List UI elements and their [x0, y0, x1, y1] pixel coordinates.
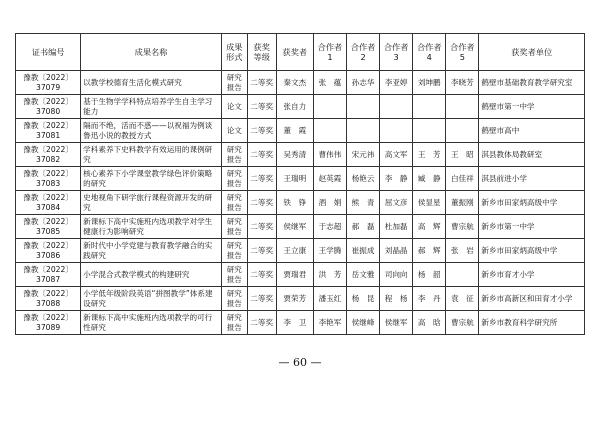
coauthor-4-cell [413, 119, 446, 143]
form-cell: 研究报告 [221, 311, 247, 335]
title-cell: 新课标下高中实施班内选项教学对学生健康行为影响研究 [81, 215, 222, 239]
grade-cell: 二等奖 [247, 191, 276, 215]
title-cell: 基于生物学学科特点培养学生自主学习能力 [81, 95, 222, 119]
coauthor-4-cell [413, 95, 446, 119]
coauthor-4-cell: 臧 静 [413, 167, 446, 191]
unit-cell: 淇县教体局教研室 [479, 143, 585, 167]
coauthor-5-cell: 董振刚 [446, 191, 479, 215]
coauthor-4-cell: 侯显星 [413, 191, 446, 215]
unit-cell: 鹤壁市基础教育教学研究室 [479, 71, 585, 95]
coauthor-3-cell [380, 119, 413, 143]
winner-cell: 贾瑞君 [276, 263, 313, 287]
cert-no-cell: 豫教〔2022〕37079 [16, 71, 81, 95]
page-number: — 60 — [278, 356, 322, 369]
col-header-title: 成果名称 [81, 34, 222, 71]
table-row [16, 143, 585, 167]
winner-cell: 张自力 [276, 95, 313, 119]
cert-no-cell: 豫教〔2022〕37083 [16, 167, 81, 191]
grade-cell: 二等奖 [247, 263, 276, 287]
table-body [16, 71, 585, 335]
coauthor-2-cell: 郝 磊 [347, 215, 380, 239]
coauthor-3-cell: 李 静 [380, 167, 413, 191]
form-cell: 研究报告 [221, 263, 247, 287]
coauthor-2-cell: 侯继峰 [347, 311, 380, 335]
grade-cell: 二等奖 [247, 215, 276, 239]
coauthor-5-cell: 王 昭 [446, 143, 479, 167]
title-cell: 以教学校德育生活化模式研究 [81, 71, 222, 95]
unit-cell: 鹤壁市高中 [479, 119, 585, 143]
coauthor-5-cell [446, 119, 479, 143]
coauthor-1-cell: 王学腾 [313, 239, 346, 263]
awards-table [15, 33, 585, 335]
grade-cell: 二等奖 [247, 167, 276, 191]
coauthor-2-cell: 宋元祎 [347, 143, 380, 167]
unit-cell: 新乡市高新区和田育才小学 [479, 287, 585, 311]
coauthor-3-cell: 司向向 [380, 263, 413, 287]
coauthor-5-cell: 曹宗航 [446, 311, 479, 335]
cert-no-cell: 豫教〔2022〕37081 [16, 119, 81, 143]
coauthor-4-cell: 郝 辉 [413, 239, 446, 263]
form-cell: 研究报告 [221, 239, 247, 263]
table-row [16, 119, 585, 143]
form-cell: 研究报告 [221, 215, 247, 239]
col-header-coauthor-2: 合作者2 [347, 34, 380, 71]
coauthor-3-cell: 侯继军 [380, 311, 413, 335]
grade-cell: 二等奖 [247, 95, 276, 119]
coauthor-4-cell: 王 芳 [413, 143, 446, 167]
title-cell: 新时代中小学党建与教育教学融合的实践研究 [81, 239, 222, 263]
coauthor-1-cell: 酒 娟 [313, 191, 346, 215]
coauthor-3-cell: 屈文彦 [380, 191, 413, 215]
form-cell: 论文 [221, 95, 247, 119]
coauthor-4-cell: 李 丹 [413, 287, 446, 311]
table-row [16, 191, 585, 215]
coauthor-4-cell: 刘坤鹏 [413, 71, 446, 95]
grade-cell: 二等奖 [247, 239, 276, 263]
coauthor-4-cell: 高 辉 [413, 215, 446, 239]
cert-no-cell: 豫教〔2022〕37085 [16, 215, 81, 239]
col-header-coauthor-5: 合作者5 [446, 34, 479, 71]
form-cell: 论文 [221, 119, 247, 143]
table-row [16, 167, 585, 191]
unit-cell: 鹤壁市第一中学 [479, 95, 585, 119]
title-cell: 核心素养下小学课堂教学绿色评价策略的研究 [81, 167, 222, 191]
coauthor-2-cell: 熊 青 [347, 191, 380, 215]
title-cell: 隔而不绝，活而不惑——以祝福为例谈鲁迅小说的教授方式 [81, 119, 222, 143]
title-cell: 小学混合式教学模式的构建研究 [81, 263, 222, 287]
coauthor-2-cell: 孙志华 [347, 71, 380, 95]
coauthor-5-cell [446, 263, 479, 287]
coauthor-3-cell [380, 95, 413, 119]
coauthor-4-cell: 杨 韶 [413, 263, 446, 287]
winner-cell: 铁 铮 [276, 191, 313, 215]
coauthor-5-cell: 白佳祥 [446, 167, 479, 191]
col-header-grade: 获奖等级 [247, 34, 276, 71]
table-row [16, 239, 585, 263]
cert-no-cell: 豫教〔2022〕37089 [16, 311, 81, 335]
coauthor-1-cell [313, 119, 346, 143]
winner-cell: 侯继军 [276, 215, 313, 239]
coauthor-1-cell: 赵英霞 [313, 167, 346, 191]
unit-cell: 新乡市第一中学 [479, 215, 585, 239]
coauthor-3-cell: 李亚婷 [380, 71, 413, 95]
unit-cell: 新乡市田家炳高级中学 [479, 191, 585, 215]
form-cell: 研究报告 [221, 191, 247, 215]
title-cell: 小学低年级阶段英语“拼图教学”体系建设研究 [81, 287, 222, 311]
coauthor-4-cell: 高 晗 [413, 311, 446, 335]
coauthor-2-cell [347, 119, 380, 143]
col-header-coauthor-4: 合作者4 [413, 34, 446, 71]
grade-cell: 二等奖 [247, 119, 276, 143]
coauthor-1-cell: 曹伟伟 [313, 143, 346, 167]
unit-cell: 新乡市田家炳高级中学 [479, 239, 585, 263]
coauthor-1-cell: 李艳军 [313, 311, 346, 335]
coauthor-3-cell: 程 杨 [380, 287, 413, 311]
coauthor-5-cell: 李晓芳 [446, 71, 479, 95]
coauthor-2-cell [347, 95, 380, 119]
form-cell: 研究报告 [221, 287, 247, 311]
winner-cell: 王瑞明 [276, 167, 313, 191]
coauthor-3-cell: 高文军 [380, 143, 413, 167]
form-cell: 研究报告 [221, 143, 247, 167]
col-header-unit: 获奖者单位 [479, 34, 585, 71]
unit-cell: 淇县前进小学 [479, 167, 585, 191]
col-header-coauthor-3: 合作者3 [380, 34, 413, 71]
coauthor-2-cell: 杨艳云 [347, 167, 380, 191]
coauthor-5-cell: 曹宗航 [446, 215, 479, 239]
winner-cell: 贾荣芳 [276, 287, 313, 311]
title-cell: 史地视角下研学旅行课程资源开发的研究 [81, 191, 222, 215]
form-cell: 研究报告 [221, 167, 247, 191]
winner-cell: 秦文杰 [276, 71, 313, 95]
table-row [16, 311, 585, 335]
winner-cell: 吴秀清 [276, 143, 313, 167]
cert-no-cell: 豫教〔2022〕37087 [16, 263, 81, 287]
cert-no-cell: 豫教〔2022〕37080 [16, 95, 81, 119]
cert-no-cell: 豫教〔2022〕37082 [16, 143, 81, 167]
col-header-form: 成果形式 [221, 34, 247, 71]
coauthor-1-cell: 潘玉红 [313, 287, 346, 311]
table-row [16, 71, 585, 95]
title-cell: 新课标下高中实施班内选项教学的可行性研究 [81, 311, 222, 335]
table-row [16, 215, 585, 239]
grade-cell: 二等奖 [247, 287, 276, 311]
col-header-coauthor-1: 合作者1 [313, 34, 346, 71]
coauthor-5-cell: 张 岩 [446, 239, 479, 263]
unit-cell: 新乡市教育科学研究所 [479, 311, 585, 335]
coauthor-5-cell: 袁 征 [446, 287, 479, 311]
coauthor-2-cell: 杨 昆 [347, 287, 380, 311]
cert-no-cell: 豫教〔2022〕37088 [16, 287, 81, 311]
cert-no-cell: 豫教〔2022〕37086 [16, 239, 81, 263]
coauthor-3-cell: 刘晶晶 [380, 239, 413, 263]
winner-cell: 董 霞 [276, 119, 313, 143]
coauthor-2-cell: 崔振成 [347, 239, 380, 263]
form-cell: 研究报告 [221, 71, 247, 95]
coauthor-3-cell: 杜加磊 [380, 215, 413, 239]
coauthor-1-cell: 张 蕴 [313, 71, 346, 95]
grade-cell: 二等奖 [247, 311, 276, 335]
title-cell: 学科素养下史料教学有效运用的课例研究 [81, 143, 222, 167]
coauthor-1-cell: 于志超 [313, 215, 346, 239]
table-row [16, 263, 585, 287]
coauthor-1-cell [313, 95, 346, 119]
winner-cell: 王立康 [276, 239, 313, 263]
table-header-row [16, 34, 585, 71]
unit-cell: 新乡市育才小学 [479, 263, 585, 287]
table-row [16, 95, 585, 119]
coauthor-1-cell: 洪 芳 [313, 263, 346, 287]
coauthor-2-cell: 岳文雅 [347, 263, 380, 287]
table-row [16, 287, 585, 311]
col-header-cert-no: 证书编号 [16, 34, 81, 71]
grade-cell: 二等奖 [247, 71, 276, 95]
grade-cell: 二等奖 [247, 143, 276, 167]
coauthor-5-cell [446, 95, 479, 119]
cert-no-cell: 豫教〔2022〕37084 [16, 191, 81, 215]
winner-cell: 李 卫 [276, 311, 313, 335]
col-header-winner: 获奖者 [276, 34, 313, 71]
